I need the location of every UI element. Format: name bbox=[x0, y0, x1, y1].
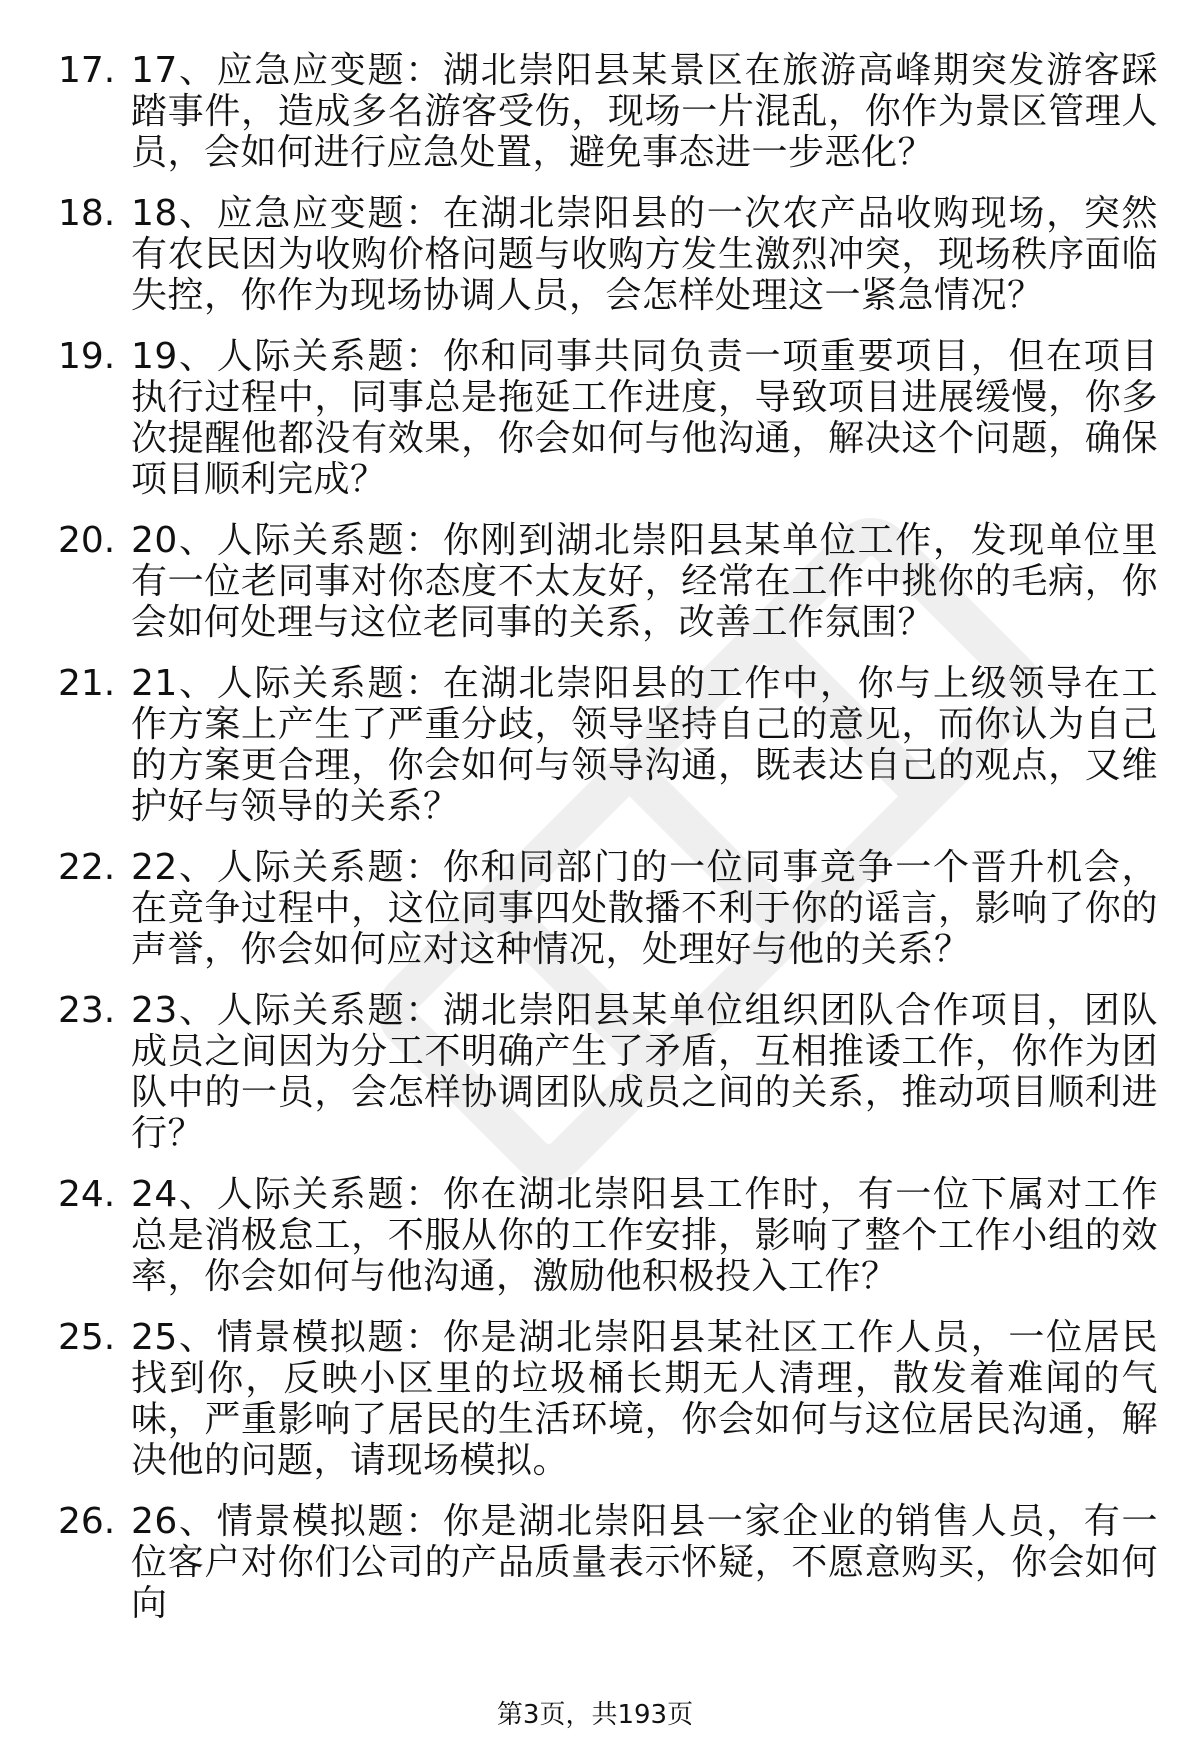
question-item-23 bbox=[58, 990, 1158, 1154]
question-item-19 bbox=[58, 336, 1158, 500]
question-number: 17. bbox=[58, 50, 116, 91]
question-number: 26. bbox=[58, 1501, 116, 1542]
question-item-25 bbox=[58, 1317, 1158, 1481]
question-text: 20、人际关系题：你刚到湖北崇阳县某单位工作，发现单位里有一位老同事对你态度不太友好，经常在工作中挑你的毛病，你会如何处理与这位老同事的关系，改善工作氛围？ bbox=[131, 520, 1158, 643]
question-number: 20. bbox=[58, 520, 116, 561]
question-text: 24、人际关系题：你在湖北崇阳县工作时，有一位下属对工作总是消极怠工，不服从你的工作安排，影响了整个工作小组的效率，你会如何与他沟通，激励他积极投入工作？ bbox=[131, 1174, 1158, 1297]
question-item-24 bbox=[58, 1174, 1158, 1297]
question-text: 26、情景模拟题：你是湖北崇阳县一家企业的销售人员，有一位客户对你们公司的产品质量表示怀疑，不愿意购买，你会如何向 bbox=[131, 1501, 1158, 1624]
question-text: 18、应急应变题：在湖北崇阳县的一次农产品收购现场，突然有农民因为收购价格问题与收购方发生激烈冲突，现场秩序面临失控，你作为现场协调人员，会怎样处理这一紧急情况？ bbox=[131, 193, 1158, 316]
question-number: 23. bbox=[58, 990, 116, 1031]
question-item-26 bbox=[58, 1501, 1158, 1624]
question-text: 21、人际关系题：在湖北崇阳县的工作中，你与上级领导在工作方案上产生了严重分歧，领导坚持自己的意见，而你认为自己的方案更合理，你会如何与领导沟通，既表达自己的观点，又维护好与领导的关系？ bbox=[131, 663, 1158, 827]
question-item-20 bbox=[58, 520, 1158, 643]
question-text: 23、人际关系题：湖北崇阳县某单位组织团队合作项目，团队成员之间因为分工不明确产生了矛盾，互相推诿工作，你作为团队中的一员，会怎样协调团队成员之间的关系，推动项目顺利进行？ bbox=[131, 990, 1158, 1154]
question-number: 19. bbox=[58, 336, 116, 377]
question-number: 21. bbox=[58, 663, 116, 704]
question-list bbox=[58, 50, 1158, 1624]
question-text: 25、情景模拟题：你是湖北崇阳县某社区工作人员，一位居民找到你，反映小区里的垃圾桶长期无人清理，散发着难闻的气味，严重影响了居民的生活环境，你会如何与这位居民沟通，解决他的问题，请现场模拟。 bbox=[131, 1317, 1158, 1481]
question-text: 19、人际关系题：你和同事共同负责一项重要项目，但在项目执行过程中，同事总是拖延工作进度，导致项目进展缓慢，你多次提醒他都没有效果，你会如何与他沟通，解决这个问题，确保项目顺利完成？ bbox=[131, 336, 1158, 500]
question-number: 24. bbox=[58, 1174, 116, 1215]
page-footer: 第3页，共193页 bbox=[496, 1700, 694, 1730]
question-number: 22. bbox=[58, 847, 116, 888]
question-number: 18. bbox=[58, 193, 116, 234]
question-item-18 bbox=[58, 193, 1158, 316]
question-item-17 bbox=[58, 50, 1158, 173]
question-item-21 bbox=[58, 663, 1158, 827]
question-text: 22、人际关系题：你和同部门的一位同事竞争一个晋升机会，在竞争过程中，这位同事四处散播不利于你的谣言，影响了你的声誉，你会如何应对这种情况，处理好与他的关系？ bbox=[131, 847, 1158, 970]
question-number: 25. bbox=[58, 1317, 116, 1358]
question-item-22 bbox=[58, 847, 1158, 970]
question-text: 17、应急应变题：湖北崇阳县某景区在旅游高峰期突发游客踩踏事件，造成多名游客受伤，现场一片混乱，你作为景区管理人员，会如何进行应急处置，避免事态进一步恶化？ bbox=[131, 50, 1158, 173]
